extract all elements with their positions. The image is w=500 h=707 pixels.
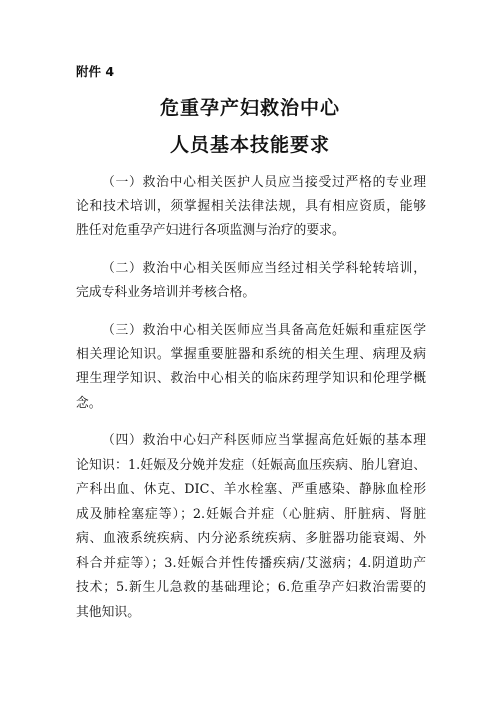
paragraph-3-line: （三）救治中心相关医师应当具备高危妊娠和重症医学 bbox=[102, 323, 426, 338]
paragraph-3-line: 理生理学知识、救治中心相关的临床药理学知识和伦理学概 bbox=[76, 371, 426, 386]
paragraph-2-line: （二）救治中心相关医师应当经过相关学科轮转培训， bbox=[102, 261, 426, 276]
paragraph-1-line: 胜任对危重孕产妇进行各项监测与治疗的要求。 bbox=[76, 223, 345, 238]
attachment-label: 附件 4 bbox=[76, 64, 115, 79]
paragraph-4-line: 成及肺栓塞症等）；2.妊娠合并症（心脏病、肝脏病、肾脏 bbox=[76, 507, 426, 522]
paragraph-4-line: 产科出血、休克、DIC、羊水栓塞、严重感染、静脉血栓形 bbox=[76, 482, 426, 497]
paragraph-2-line: 完成专科业务培训并考核合格。 bbox=[76, 285, 256, 300]
document-title-line-2: 人员基本技能要求 bbox=[169, 134, 330, 156]
paragraph-3-line: 相关理论知识。掌握重要脏器和系统的相关生理、病理及病 bbox=[76, 347, 426, 362]
paragraph-4-line: 论知识：1.妊娠及分娩并发症（妊娠高血压疾病、胎儿窘迫、 bbox=[76, 458, 426, 473]
paragraph-4-line: 技术；5.新生儿急救的基础理论；6.危重孕产妇救治需要的 bbox=[76, 580, 426, 595]
paragraph-1-line: 论和技术培训，须掌握相关法律法规，具有相应资质，能够 bbox=[76, 199, 426, 214]
document-title-line-1: 危重孕产妇救治中心 bbox=[159, 97, 340, 119]
paragraph-4-line: 病、血液系统疾病、内分泌系统疾病、多脏器功能衰竭、外 bbox=[76, 531, 426, 546]
paragraph-4-line: 科合并症等）；3.妊娠合并性传播疾病/艾滋病；4.阴道助产 bbox=[76, 556, 426, 571]
paragraph-3-line: 念。 bbox=[76, 396, 102, 411]
paragraph-1-line: （一）救治中心相关医护人员应当接受过严格的专业理 bbox=[102, 175, 426, 190]
paragraph-4-line: 其他知识。 bbox=[76, 605, 140, 620]
paragraph-4-line: （四）救治中心妇产科医师应当掌握高危妊娠的基本理 bbox=[102, 433, 426, 448]
